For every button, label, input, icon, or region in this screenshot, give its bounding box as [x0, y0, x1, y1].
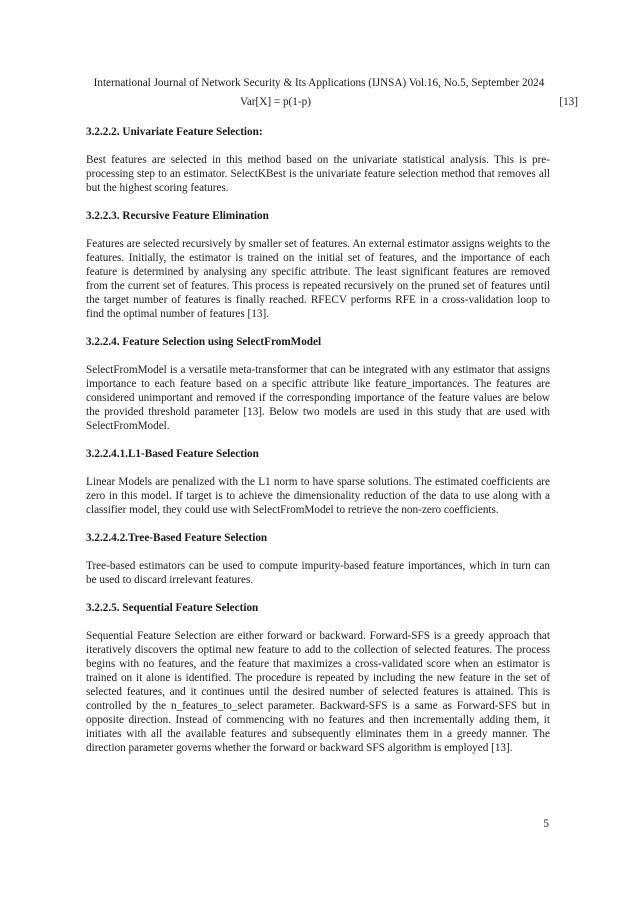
section-tree-based — [86, 531, 550, 587]
section-selectfrommodel — [86, 335, 550, 433]
section-heading: 3.2.2.5. Sequential Feature Selection — [86, 602, 259, 614]
section-heading: 3.2.2.4.2.Tree-Based Feature Selection — [86, 532, 268, 544]
page-number: 5 — [543, 818, 549, 830]
section-heading: 3.2.2.4.1.L1-Based Feature Selection — [86, 448, 259, 460]
section-univariate — [86, 125, 550, 195]
section-l1-based — [86, 447, 550, 517]
section-sequential — [86, 601, 550, 755]
paragraph: Linear Models are penalized with the L1 norm to have sparse solutions. The estimated coefficients are zero in this model. If target is to achieve the dimensionality reduction of the data to use along with a classifier model, they could use with SelectFromModel to retrieve the non-zero coefficients. — [86, 476, 550, 516]
equation-expression: Var[X] = p(1-p) — [240, 96, 311, 108]
paragraph: Features are selected recursively by smaller set of features. An external estimator assigns weights to the features. Initially, the estimator is trained on the initial set of features, and the importance of each feature is determined by analysing any specific attribute. The least significant features are removed from the current set of features. This process is repeated recursively on the pruned set of features until the target number of features is finally reached. RFECV performs RFE in a cross-validation loop to find the optimal number of features [13]. — [86, 238, 550, 320]
section-heading: 3.2.2.4. Feature Selection using SelectFromModel — [86, 336, 322, 348]
running-header: International Journal of Network Security & Its Applications (IJNSA) Vol.16, No.5, September 2024 — [93, 77, 545, 89]
paragraph: Tree-based estimators can be used to compute impurity-based feature importances, which in turn can be used to discard irrelevant features. — [86, 560, 550, 586]
paragraph: SelectFromModel is a versatile meta-transformer that can be integrated with any estimator that assigns importance to each feature based on a specific attribute like feature_importances. The features are considered unimportant and removed if the corresponding importance of the feature values are below the provided threshold parameter [13]. Below two models are used in this study that are used with SelectFromModel. — [86, 364, 550, 432]
equation-reference: [13] — [559, 96, 578, 108]
section-rfe — [86, 209, 550, 321]
body-content — [86, 125, 550, 769]
paragraph: Best features are selected in this method based on the univariate statistical analysis. This is pre-processing step to an estimator. SelectKBest is the univariate feature selection method that removes all but the highest scoring features. — [86, 154, 550, 194]
paragraph: Sequential Feature Selection are either forward or backward. Forward-SFS is a greedy approach that iteratively discovers the optimal new feature to add to the collection of selected features. The process begins with no features, and the feature that maximizes a cross-validated score when an estimator is trained on it alone is identified. The procedure is repeated by including the new feature in the set of selected features, and it continues until the desired number of selected features is attained. This is controlled by the n_features_to_select parameter. Backward-SFS is a same as Forward-SFS but in opposite direction. Instead of commencing with no features and then incrementally adding them, it initiates with all the available features and subsequently eliminates them in a greedy manner. The direction parameter governs whether the forward or backward SFS algorithm is employed [13]. — [86, 630, 550, 754]
section-heading: 3.2.2.3. Recursive Feature Elimination — [86, 210, 269, 222]
section-heading: 3.2.2.2. Univariate Feature Selection: — [86, 126, 263, 138]
